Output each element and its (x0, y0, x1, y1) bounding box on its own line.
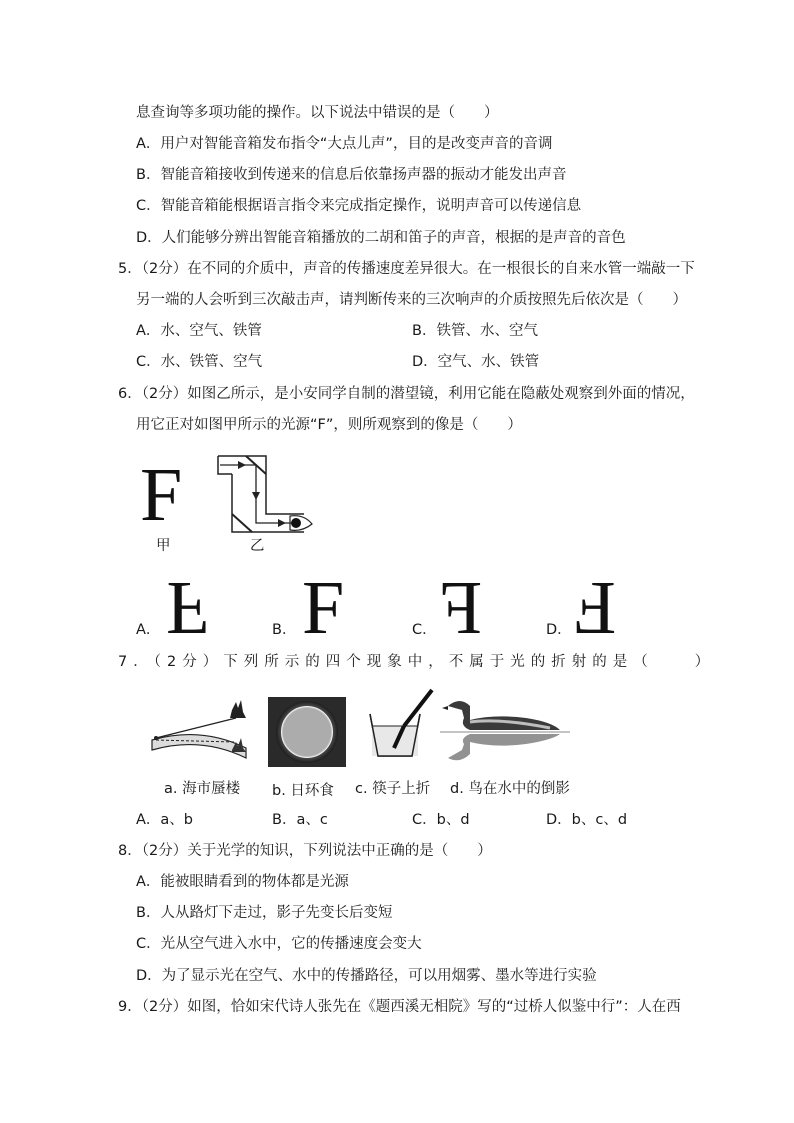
q6-option-b-label[interactable]: B． (272, 622, 297, 638)
q7-option-d[interactable]: D．b、c、d (546, 812, 628, 828)
q7-stem-line1: 7．（2分）下列所示的四个现象中，不属于光的折射的是（ ） (118, 654, 716, 670)
q4-option-a[interactable]: A．用户对智能音箱发布指令“大点儿声”，目的是改变声音的音调 (136, 136, 553, 152)
q6-option-a-label[interactable]: A． (136, 622, 161, 638)
mirage-picture (146, 700, 256, 765)
q7-option-a[interactable]: A．a、b (136, 812, 194, 828)
label-jia: 甲 (156, 538, 171, 554)
q4-option-b[interactable]: B．智能音箱接收到传递来的信息后依靠扬声器的振动才能发出声音 (136, 167, 567, 183)
q6-stem-line2: 用它正对如图甲所示的光源“F”，则所观察到的像是（ ） (136, 417, 522, 433)
periscope-diagram (212, 452, 322, 542)
q6-option-c-label[interactable]: C． (412, 622, 437, 638)
source-letter-f: F (140, 453, 183, 537)
q8-stem-line1: 8．（2分）关于光学的知识，下列说法中正确的是（ ） (118, 843, 492, 859)
q6-option-d-label[interactable]: D． (546, 622, 572, 638)
q5-option-b[interactable]: B．铁管、水、空气 (412, 323, 538, 339)
chopstick-picture (366, 688, 438, 760)
q7-caption-b: b. 日环食 (272, 783, 334, 799)
label-yi: 乙 (250, 538, 265, 554)
annular-eclipse-picture (268, 697, 346, 767)
q4-option-d[interactable]: D．人们能够分辨出智能音箱播放的二胡和笛子的声音，根据的是声音的音色 (136, 230, 626, 246)
q4-continuation: 息查询等多项功能的操作。以下说法中错误的是（ ） (136, 105, 499, 121)
q8-option-b[interactable]: B．人从路灯下走过，影子先变长后变短 (136, 905, 393, 921)
q8-option-a[interactable]: A．能被眼睛看到的物体都是光源 (136, 874, 349, 890)
q7-option-b[interactable]: B．a、c (272, 812, 328, 828)
q4-option-c[interactable]: C．智能音箱能根据语言指令来完成指定操作，说明声音可以传递信息 (136, 198, 582, 214)
q7-option-c[interactable]: C．b、d (412, 812, 470, 828)
q5-stem-line2: 另一端的人会听到三次敲击声，请判断传来的三次响声的介质按照先后依次是（ ） (136, 292, 687, 308)
q8-option-c[interactable]: C．光从空气进入水中，它的传播速度会变大 (136, 936, 422, 952)
q6-option-a-image: F (166, 566, 209, 650)
q6-option-c-image: F (440, 566, 483, 650)
q6-option-b-image: F (302, 566, 345, 650)
q7-caption-d: d. 鸟在水中的倒影 (450, 781, 570, 797)
q9-stem-line1: 9．（2分）如图，恰如宋代诗人张先在《题西溪无相院》写的“过桥人似鉴中行”：人在西 (118, 999, 681, 1015)
q6-option-d-image: F (574, 566, 617, 650)
bird-reflection-picture (440, 692, 570, 764)
q7-caption-c: c. 筷子上折 (355, 781, 431, 797)
q5-option-c[interactable]: C．水、铁管、空气 (136, 354, 263, 370)
q5-stem-line1: 5．（2分）在不同的介质中，声音的传播速度差异很大。在一根很长的自来水管一端敲一下 (118, 261, 695, 277)
q7-caption-a: a. 海市蜃楼 (164, 781, 241, 797)
q5-option-a[interactable]: A．水、空气、铁管 (136, 323, 262, 339)
q6-stem-line1: 6．（2分）如图乙所示，是小安同学自制的潜望镜，利用它能在隐蔽处观察到外面的情况， (118, 386, 695, 402)
q8-option-d[interactable]: D．为了显示光在空气、水中的传播路径，可以用烟雾、墨水等进行实验 (136, 968, 597, 984)
q5-option-d[interactable]: D．空气、水、铁管 (412, 354, 540, 370)
